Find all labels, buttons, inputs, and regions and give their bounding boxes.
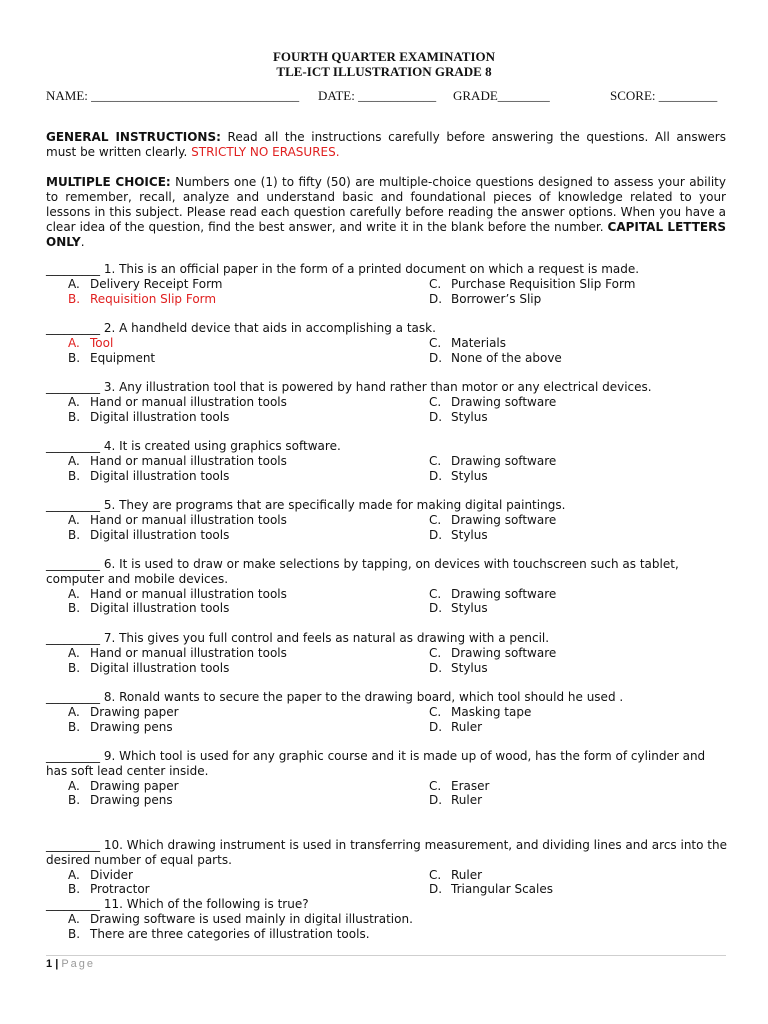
question-stem[interactable]: _________ 5. They are programs that are specifically made for making digital paintings. (46, 498, 566, 512)
question-stem[interactable]: _________ 7. This gives you full control and feels as natural as drawing with a pencil. (46, 631, 550, 645)
option-text: Drawing paper (90, 704, 179, 719)
option-b-marked (68, 292, 216, 307)
grade-field[interactable]: GRADE________ (453, 88, 550, 103)
question-stem[interactable]: _________ 2. A handheld device that aids in accomplishing a task. (46, 321, 436, 335)
question-stem[interactable]: _________ 9. Which tool is used for any graphic course and it is made up of wood, has the form of cylinder and has soft lead center inside. (46, 749, 706, 778)
option-row (46, 601, 728, 616)
option-text: Ruler (451, 793, 483, 808)
option-text: Delivery Receipt Form (90, 276, 223, 291)
option-letter: D. (429, 527, 443, 542)
option-c (429, 336, 506, 351)
option-a (68, 454, 287, 469)
option-a (68, 868, 133, 883)
question-6 (46, 557, 728, 616)
exam-title: FOURTH QUARTER EXAMINATION (272, 49, 496, 64)
option-text: Stylus (451, 660, 488, 675)
option-text: Stylus (451, 409, 488, 424)
option-text: Ruler (451, 719, 483, 734)
option-text: There are three categories of illustration tools. (90, 926, 370, 941)
option-text: Hand or manual illustration tools (90, 645, 287, 660)
question-stem[interactable]: _________ 4. It is created using graphics software. (46, 439, 341, 453)
option-letter: A. (68, 778, 80, 793)
option-letter: B. (68, 793, 81, 808)
option-row (46, 646, 728, 661)
option-letter: A. (68, 453, 80, 468)
option-text: Stylus (451, 468, 488, 483)
option-letter: C. (429, 335, 442, 350)
question-stem[interactable]: _________ 8. Ronald wants to secure the paper to the drawing board, which tool should he used . (46, 690, 624, 704)
option-b (68, 720, 173, 735)
mc-emphasis: CAPITAL LETTERS ONLY (46, 220, 726, 249)
option-text: Drawing pens (90, 719, 173, 734)
student-info-fields (46, 88, 726, 104)
question-8 (46, 690, 728, 734)
option-letter: A. (68, 335, 80, 350)
option-letter: D. (429, 468, 443, 483)
option-text: Drawing software (451, 645, 557, 660)
option-letter: A. (68, 586, 80, 601)
option-row (46, 720, 728, 735)
mc-text: Numbers one (1) to fifty (50) are multiple-choice questions designed to assess your ability to remember, recall, analyze and understand basic and foundational pieces of knowledge related to your lessons in this subject. Please read each question carefully before reading the answer options. When you have a clear idea of the question, find the best answer, and write it in the blank before the number. (46, 175, 726, 234)
question-stem[interactable]: _________ 1. This is an official paper in the form of a printed document on which a request is made. (46, 262, 640, 276)
option-b (68, 410, 229, 425)
option-a (68, 513, 287, 528)
option-text: Drawing software (451, 394, 557, 409)
option-b (68, 351, 155, 366)
option-text: Borrower’s Slip (451, 291, 542, 306)
option-row (46, 882, 728, 897)
option-letter: D. (429, 601, 443, 616)
option-text: Stylus (451, 601, 488, 616)
option-text: Drawing paper (90, 778, 179, 793)
option-d (429, 661, 488, 676)
question-4 (46, 439, 728, 483)
option-letter: C. (429, 512, 442, 527)
option-d (429, 351, 562, 366)
option-text: Drawing software (451, 512, 557, 527)
option-row (46, 351, 728, 366)
option-letter: C. (429, 453, 442, 468)
option-letter: A. (68, 911, 80, 926)
option-a (68, 705, 179, 720)
option-c (429, 779, 489, 794)
option-letter: B. (68, 350, 81, 365)
option-text: Tool (90, 335, 114, 350)
option-text: Drawing software (451, 586, 557, 601)
option-d (429, 793, 482, 808)
option-row (46, 469, 728, 484)
page-label: Page (61, 958, 96, 970)
mc-end: . (80, 235, 85, 249)
option-a-marked (68, 336, 113, 351)
option-c (429, 395, 556, 410)
exam-header (0, 49, 768, 79)
option-c (429, 454, 556, 469)
option-letter: B. (68, 882, 81, 897)
option-a (68, 587, 287, 602)
option-text: Eraser (451, 778, 490, 793)
general-instructions (46, 130, 726, 160)
option-letter: C. (429, 276, 442, 291)
option-letter: A. (68, 512, 80, 527)
option-letter: C. (429, 586, 442, 601)
page-footer (46, 958, 95, 970)
option-letter: A. (68, 645, 80, 660)
option-row (46, 410, 728, 425)
option-text: Equipment (90, 350, 156, 365)
option-letter: C. (429, 394, 442, 409)
instructions-emphasis: STRICTLY NO ERASURES. (191, 145, 340, 159)
option-letter: B. (68, 601, 81, 616)
option-b (68, 793, 173, 808)
option-text: Hand or manual illustration tools (90, 453, 287, 468)
option-text: Digital illustration tools (90, 660, 230, 675)
option-c (429, 705, 531, 720)
option-a (68, 646, 287, 661)
option-row (46, 528, 728, 543)
option-letter: B. (68, 527, 81, 542)
option-d (429, 528, 488, 543)
question-7 (46, 631, 728, 675)
option-text: Protractor (90, 882, 150, 897)
option-row (46, 513, 728, 528)
option-letter: D. (429, 660, 443, 675)
option-d (429, 292, 541, 307)
score-field[interactable]: SCORE: _________ (610, 88, 718, 103)
option-letter: B. (68, 660, 81, 675)
page-number: 1 (46, 958, 53, 970)
option-d (429, 469, 488, 484)
option-text: Drawing software is used mainly in digital illustration. (90, 911, 413, 926)
option-text: Drawing pens (90, 793, 173, 808)
option-row (46, 705, 728, 720)
option-c (429, 587, 556, 602)
option-a (68, 779, 179, 794)
option-letter: C. (429, 778, 442, 793)
question-10 (46, 838, 728, 942)
footer-divider (46, 955, 726, 956)
option-text: None of the above (451, 350, 562, 365)
option-text: Hand or manual illustration tools (90, 512, 287, 527)
option-text: Requisition Slip Form (90, 291, 217, 306)
option-b (68, 882, 150, 897)
option-text: Digital illustration tools (90, 468, 230, 483)
question-1 (46, 262, 728, 306)
option-text: Digital illustration tools (90, 409, 230, 424)
option-text: Masking tape (451, 704, 532, 719)
option-b (68, 661, 229, 676)
option-text: Divider (90, 867, 133, 882)
question-stem[interactable]: _________ 3. Any illustration tool that is powered by hand rather than motor or any electrical devices. (46, 380, 652, 394)
exam-subtitle: TLE-ICT ILLUSTRATION GRADE 8 (276, 64, 492, 79)
option-c (429, 513, 556, 528)
option-c (429, 868, 482, 883)
option-text: Purchase Requisition Slip Form (451, 276, 636, 291)
option-letter: C. (429, 645, 442, 660)
option-row (46, 336, 728, 351)
option-d (429, 720, 482, 735)
option-letter: B. (68, 468, 81, 483)
option-letter: A. (68, 394, 80, 409)
option-letter: D. (429, 793, 443, 808)
option-b (46, 927, 728, 942)
option-d (429, 410, 488, 425)
option-c (429, 277, 635, 292)
option-b (68, 601, 229, 616)
question-stem[interactable]: _________ 6. It is used to draw or make selections by tapping, on devices with touchscreen such as tablet, computer and mobile devices. (46, 557, 679, 586)
option-letter: C. (429, 704, 442, 719)
option-text: Drawing software (451, 453, 557, 468)
option-letter: D. (429, 350, 443, 365)
option-letter: B. (68, 926, 81, 941)
option-text: Digital illustration tools (90, 601, 230, 616)
option-row (46, 395, 728, 410)
option-a (68, 395, 287, 410)
option-row (46, 454, 728, 469)
question-9 (46, 749, 728, 808)
mc-label: MULTIPLE CHOICE: (46, 175, 171, 189)
multiple-choice-instructions (46, 175, 726, 250)
footer-separator: | (55, 958, 59, 970)
question-5 (46, 498, 728, 542)
option-row (46, 661, 728, 676)
option-row (46, 779, 728, 794)
option-letter: A. (68, 704, 80, 719)
option-row (46, 793, 728, 808)
option-letter: D. (429, 882, 443, 897)
option-a (68, 277, 223, 292)
option-letter: A. (68, 867, 80, 882)
option-d (429, 601, 488, 616)
option-letter: A. (68, 276, 80, 291)
option-letter: D. (429, 291, 443, 306)
option-b (68, 469, 229, 484)
option-text: Stylus (451, 527, 488, 542)
date-field[interactable]: DATE: ____________ (318, 88, 437, 103)
option-letter: B. (68, 291, 81, 306)
option-text: Digital illustration tools (90, 527, 230, 542)
option-text: Triangular Scales (451, 882, 553, 897)
question-stem[interactable]: _________ 10. Which drawing instrument is used in transferring measurement, and dividing lines and arcs into the desired number of equal parts. (46, 838, 727, 867)
option-letter: C. (429, 867, 442, 882)
option-letter: D. (429, 409, 443, 424)
option-row (46, 868, 728, 883)
instructions-label: GENERAL INSTRUCTIONS: (46, 130, 221, 144)
option-letter: B. (68, 409, 81, 424)
option-text: Hand or manual illustration tools (90, 394, 287, 409)
option-row (46, 277, 728, 292)
option-text: Ruler (451, 867, 483, 882)
option-a (46, 912, 728, 927)
question-3 (46, 380, 728, 424)
option-text: Hand or manual illustration tools (90, 586, 287, 601)
option-text: Materials (451, 335, 507, 350)
option-letter: D. (429, 719, 443, 734)
name-field[interactable]: NAME: ________________________________ (46, 88, 300, 103)
option-b (68, 528, 229, 543)
option-letter: B. (68, 719, 81, 734)
option-row (46, 292, 728, 307)
instructions-text: Read all the instructions carefully before answering the questions. All answers must be written clearly. (46, 130, 726, 159)
option-c (429, 646, 556, 661)
option-row (46, 587, 728, 602)
question-11-stem[interactable]: _________ 11. Which of the following is true? (46, 897, 309, 912)
option-d (429, 882, 553, 897)
question-2 (46, 321, 728, 365)
